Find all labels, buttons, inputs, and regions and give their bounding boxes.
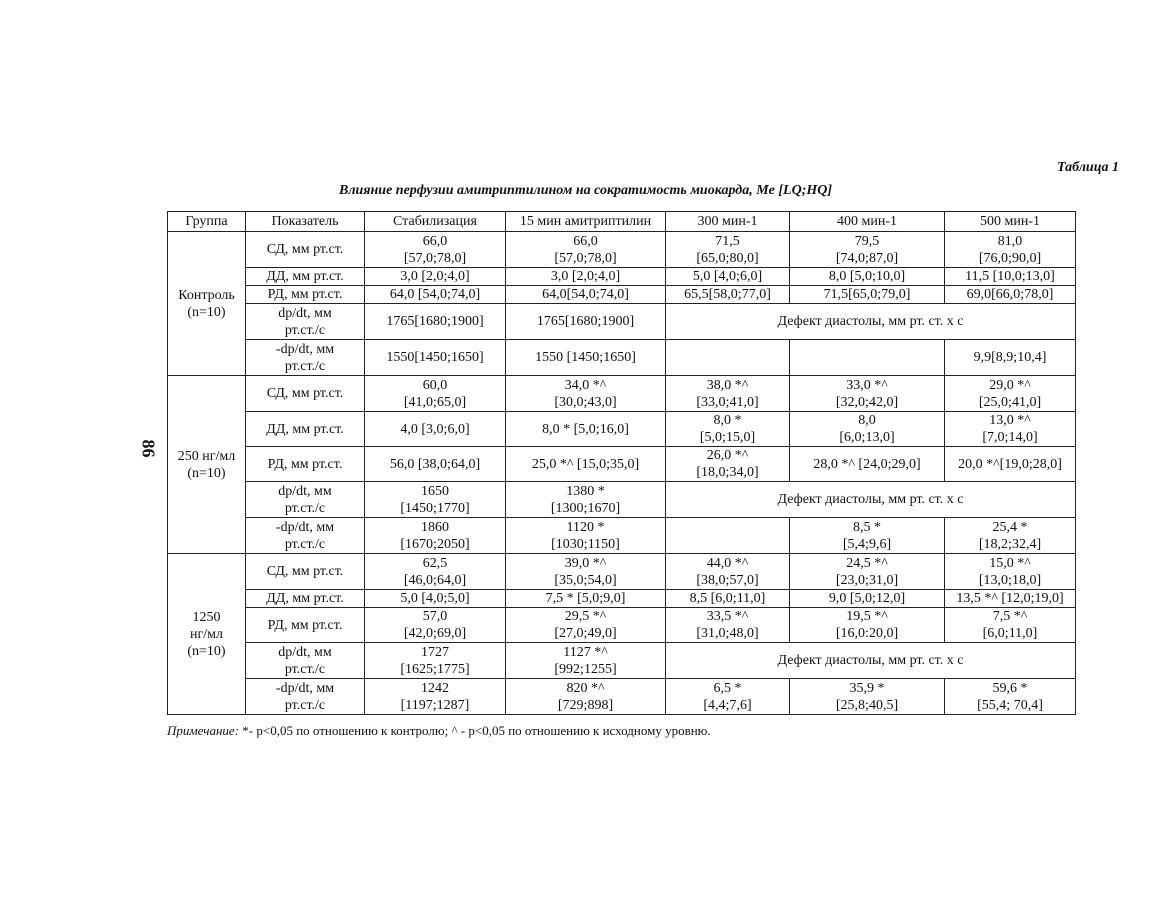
cell-line: [992;1255]: [554, 661, 617, 677]
group-cell: [168, 376, 246, 554]
cell-line: СД, мм рт.ст.: [266, 386, 344, 401]
cell-line: 26,0 *^: [706, 448, 749, 463]
cell-line: [6,0;11,0]: [982, 626, 1038, 641]
cell-line: ДД, мм рт.ст.: [266, 421, 344, 437]
cell-line: [25,0;41,0]: [978, 394, 1042, 410]
table-row: [168, 554, 1076, 590]
cell-line: рт.ст./с: [284, 697, 326, 713]
cell-line: 7,5 *^: [992, 609, 1028, 624]
cell-line: 71,5[65,0;79,0]: [823, 287, 911, 302]
cell-line: 44,0 *^: [706, 555, 749, 571]
value-cell: [790, 679, 945, 715]
value-cell: [790, 447, 945, 482]
value-cell: [365, 376, 506, 412]
value-cell: [365, 643, 506, 679]
parameter-cell: [246, 518, 365, 554]
cell-line: 24,5 *^: [846, 555, 888, 571]
value-cell: [506, 286, 666, 304]
cell-line: 7,5 * [5,0;9,0]: [545, 591, 626, 606]
value-cell: [666, 286, 790, 304]
value-cell: [506, 412, 666, 447]
cell-line: [5,4;9,6]: [842, 536, 892, 552]
cell-line: 1550 [1450;1650]: [535, 350, 636, 365]
value-cell: [506, 590, 666, 608]
cell-line: [76,0;90,0]: [978, 250, 1042, 266]
cell-line: ДД, мм рт.ст.: [266, 269, 344, 284]
table-row: [168, 518, 1076, 554]
cell-line: [4,4;7,6]: [703, 697, 752, 713]
parameter-cell: [246, 376, 365, 412]
cell-line: dp/dt, мм: [278, 305, 332, 321]
cell-line: 1127 *^: [563, 644, 608, 660]
cell-line: [57,0;78,0]: [554, 250, 617, 266]
cell-line: [5,0;15,0]: [699, 430, 756, 445]
cell-line: [16,0:20,0]: [835, 626, 899, 641]
table-row: [168, 286, 1076, 304]
value-cell: [506, 340, 666, 376]
cell-line: 1727: [421, 644, 449, 660]
cell-line: 5,0 [4,0;6,0]: [692, 269, 763, 284]
cell-line: 34,0 *^: [564, 377, 607, 393]
cell-line: 15,0 *^: [989, 555, 1031, 571]
cell-line: -dp/dt, мм: [275, 519, 335, 535]
cell-line: 4,0 [3,0;6,0]: [400, 421, 470, 437]
cell-line: [41,0;65,0]: [403, 394, 467, 410]
value-cell: [365, 268, 506, 286]
cell-line: 33,5 *^: [706, 609, 749, 624]
column-header: 300 мин-1: [666, 212, 790, 232]
value-cell: [666, 554, 790, 590]
cell-line: [13,0;18,0]: [978, 572, 1042, 588]
cell-line: 79,5: [854, 233, 880, 249]
cell-line: 60,0: [422, 377, 448, 393]
cell-line: рт.ст./с: [284, 322, 326, 338]
value-cell: [365, 232, 506, 268]
column-header: Показатель: [246, 212, 365, 232]
cell-line: 39,0 *^: [564, 555, 607, 571]
value-cell: [945, 268, 1076, 286]
cell-line: 11,5 [10,0;13,0]: [965, 269, 1055, 284]
cell-line: 8,0: [858, 413, 876, 428]
value-cell: [506, 679, 666, 715]
table-row: [168, 268, 1076, 286]
cell-line: 3,0 [2,0;4,0]: [400, 269, 470, 284]
cell-line: dp/dt, мм: [278, 644, 332, 660]
cell-line: 13,0 *^: [989, 413, 1031, 428]
cell-line: 81,0: [997, 233, 1023, 249]
parameter-cell: [246, 232, 365, 268]
parameter-cell: [246, 304, 365, 340]
cell-line: [27,0;49,0]: [554, 626, 617, 641]
parameter-cell: [246, 643, 365, 679]
cell-line: [1450;1770]: [400, 500, 470, 516]
cell-line: 13,5 *^ [12,0;19,0]: [956, 591, 1064, 606]
cell-line: СД, мм рт.ст.: [266, 564, 344, 579]
data-table: [167, 211, 1076, 715]
value-cell: [506, 518, 666, 554]
value-cell: [666, 412, 790, 447]
cell-line: [65,0;80,0]: [696, 250, 759, 266]
table-row: [168, 376, 1076, 412]
value-cell: [790, 376, 945, 412]
cell-line: Контроль: [178, 287, 235, 303]
cell-line: рт.ст./с: [284, 661, 326, 677]
parameter-cell: [246, 268, 365, 286]
cell-line: РД, мм рт.ст.: [267, 287, 343, 302]
value-cell: [365, 447, 506, 482]
value-cell: [365, 554, 506, 590]
cell-line: 28,0 *^ [24,0;29,0]: [813, 456, 921, 472]
value-cell: [365, 304, 506, 340]
value-cell: [506, 447, 666, 482]
value-cell: [365, 340, 506, 376]
cell-line: рт.ст./с: [284, 500, 326, 516]
value-cell: [790, 340, 945, 376]
cell-line: 64,0[54,0;74,0]: [542, 287, 629, 302]
cell-line: [1670;2050]: [400, 536, 470, 552]
cell-line: 65,5[58,0;77,0]: [684, 287, 771, 302]
cell-line: 25,4 *: [992, 519, 1028, 535]
value-cell: [365, 590, 506, 608]
cell-line: [33,0;41,0]: [696, 394, 759, 410]
value-cell: [790, 554, 945, 590]
value-cell: [506, 232, 666, 268]
cell-line: 69,0[66,0;78,0]: [966, 287, 1054, 302]
cell-line: [7,0;14,0]: [982, 430, 1038, 445]
cell-line: -dp/dt, мм: [275, 341, 335, 357]
cell-line: 5,0 [4,0;5,0]: [400, 591, 470, 606]
cell-line: [1030;1150]: [551, 536, 620, 552]
cell-line: 1550[1450;1650]: [386, 350, 484, 365]
cell-line: [18,0;34,0]: [696, 465, 759, 480]
cell-line: рт.ст./с: [284, 358, 326, 374]
value-cell: [666, 376, 790, 412]
table-row: [168, 447, 1076, 482]
note-text: *- p<0,05 по отношению к контролю; ^ - p<0,05 по отношению к исходному уровню.: [239, 723, 711, 738]
value-cell: [790, 268, 945, 286]
value-cell: [506, 554, 666, 590]
cell-line: 8,0 [5,0;10,0]: [828, 269, 906, 284]
cell-line: СД, мм рт.ст.: [266, 242, 344, 257]
cell-line: нг/мл: [190, 626, 223, 642]
table-note: [167, 723, 711, 739]
table-row: [168, 608, 1076, 643]
diastole-defect-cell: Дефект диастолы, мм рт. ст. х с: [666, 304, 1076, 340]
cell-line: [1625;1775]: [400, 661, 470, 677]
value-cell: [666, 232, 790, 268]
value-cell: [945, 447, 1076, 482]
column-header: Стабилизация: [365, 212, 506, 232]
column-header: 400 мин-1: [790, 212, 945, 232]
value-cell: [666, 608, 790, 643]
value-cell: [365, 518, 506, 554]
cell-line: [729;898]: [557, 697, 614, 713]
group-cell: [168, 232, 246, 376]
cell-line: 3,0 [2,0;4,0]: [550, 269, 621, 284]
cell-line: 38,0 *^: [706, 377, 749, 393]
value-cell: [666, 447, 790, 482]
value-cell: [506, 608, 666, 643]
page-number: 86: [138, 439, 159, 458]
value-cell: [945, 412, 1076, 447]
column-header: 500 мин-1: [945, 212, 1076, 232]
value-cell: [365, 412, 506, 447]
cell-line: 29,0 *^: [989, 377, 1031, 393]
parameter-cell: [246, 340, 365, 376]
value-cell: [365, 286, 506, 304]
table-row: [168, 304, 1076, 340]
value-cell: [945, 554, 1076, 590]
parameter-cell: [246, 554, 365, 590]
value-cell: [666, 518, 790, 554]
cell-line: dp/dt, мм: [278, 483, 332, 499]
cell-line: 1860: [421, 519, 449, 535]
cell-line: РД, мм рт.ст.: [267, 456, 343, 472]
table-row: [168, 482, 1076, 518]
table-title: Влияние перфузии амитриптилином на сократимость миокарда, Me [LQ;HQ]: [338, 183, 833, 198]
value-cell: [666, 590, 790, 608]
value-cell: [790, 412, 945, 447]
value-cell: [666, 268, 790, 286]
cell-line: [6,0;13,0]: [839, 430, 895, 445]
cell-line: 8,0 *: [713, 413, 742, 428]
cell-line: 59,6 *: [992, 680, 1028, 696]
value-cell: [790, 286, 945, 304]
cell-line: 25,0 *^ [15,0;35,0]: [531, 456, 640, 472]
value-cell: [945, 679, 1076, 715]
value-cell: [945, 608, 1076, 643]
cell-line: 66,0: [422, 233, 448, 249]
header-row: [168, 212, 1076, 232]
cell-line: 8,0 * [5,0;16,0]: [542, 421, 629, 437]
cell-line: [38,0;57,0]: [696, 572, 759, 588]
value-cell: [945, 286, 1076, 304]
cell-line: 8,5 [6,0;11,0]: [689, 591, 766, 606]
value-cell: [945, 518, 1076, 554]
cell-line: РД, мм рт.ст.: [267, 617, 343, 633]
parameter-cell: [246, 447, 365, 482]
cell-line: 1650: [421, 483, 449, 499]
parameter-cell: [246, 412, 365, 447]
table-row: [168, 340, 1076, 376]
value-cell: [365, 608, 506, 643]
cell-line: [32,0;42,0]: [835, 394, 899, 410]
value-cell: [666, 340, 790, 376]
note-label: Примечание:: [167, 723, 240, 738]
column-header: Группа: [168, 212, 246, 232]
table-row: [168, 232, 1076, 268]
cell-line: 1765[1680;1900]: [536, 314, 635, 329]
cell-line: 1242: [421, 680, 449, 696]
cell-line: [42,0;69,0]: [403, 626, 467, 641]
cell-line: 1765[1680;1900]: [386, 314, 484, 329]
value-cell: [790, 608, 945, 643]
cell-line: [74,0;87,0]: [835, 250, 899, 266]
table-row: [168, 679, 1076, 715]
cell-line: [35,0;54,0]: [554, 572, 617, 588]
value-cell: [506, 304, 666, 340]
parameter-cell: [246, 286, 365, 304]
cell-line: 62,5: [422, 555, 448, 571]
value-cell: [666, 679, 790, 715]
parameter-cell: [246, 590, 365, 608]
group-cell: [168, 554, 246, 715]
cell-line: [25,8;40,5]: [835, 697, 899, 713]
cell-line: [1300;1670]: [550, 500, 621, 516]
cell-line: [23,0;31,0]: [835, 572, 899, 588]
cell-line: рт.ст./с: [284, 536, 326, 552]
value-cell: [365, 482, 506, 518]
cell-line: 56,0 [38,0;64,0]: [389, 456, 481, 472]
cell-line: 8,5 *: [853, 519, 881, 535]
cell-line: 66,0: [573, 233, 598, 249]
cell-line: [57,0;78,0]: [403, 250, 467, 266]
cell-line: (n=10): [187, 643, 226, 659]
cell-line: [46,0;64,0]: [403, 572, 467, 588]
cell-line: [55,4; 70,4]: [977, 697, 1043, 713]
cell-line: 9,9[8,9;10,4]: [973, 350, 1047, 365]
diastole-defect-cell: Дефект диастолы, мм рт. ст. х с: [666, 482, 1076, 518]
cell-line: ДД, мм рт.ст.: [266, 591, 344, 606]
cell-line: 33,0 *^: [846, 377, 888, 393]
parameter-cell: [246, 482, 365, 518]
cell-line: 57,0: [422, 609, 448, 624]
cell-line: 250 нг/мл: [177, 448, 236, 464]
value-cell: [945, 232, 1076, 268]
cell-line: [30,0;43,0]: [554, 394, 617, 410]
cell-line: 19,5 *^: [846, 609, 888, 624]
parameter-cell: [246, 679, 365, 715]
value-cell: [790, 590, 945, 608]
value-cell: [945, 376, 1076, 412]
cell-line: 6,5 *: [713, 680, 742, 696]
parameter-cell: [246, 608, 365, 643]
table-row: [168, 412, 1076, 447]
cell-line: 1250: [192, 609, 221, 625]
cell-line: 71,5: [715, 233, 740, 249]
diastole-defect-cell: Дефект диастолы, мм рт. ст. х с: [666, 643, 1076, 679]
column-header: 15 мин амитриптилин: [506, 212, 666, 232]
cell-line: 1380 *: [566, 483, 605, 499]
cell-line: 1120 *: [566, 519, 605, 535]
cell-line: [1197;1287]: [400, 697, 470, 713]
table-label: Таблица 1: [1057, 160, 1119, 175]
value-cell: [506, 643, 666, 679]
value-cell: [945, 340, 1076, 376]
cell-line: [18,2;32,4]: [978, 536, 1042, 552]
value-cell: [506, 268, 666, 286]
cell-line: 35,9 *: [849, 680, 885, 696]
cell-line: -dp/dt, мм: [275, 680, 335, 696]
value-cell: [945, 590, 1076, 608]
cell-line: (n=10): [187, 304, 226, 320]
value-cell: [506, 482, 666, 518]
cell-line: 20,0 *^[19,0;28,0]: [958, 456, 1062, 472]
cell-line: (n=10): [187, 465, 226, 481]
cell-line: [31,0;48,0]: [696, 626, 759, 641]
value-cell: [506, 376, 666, 412]
cell-line: 29,5 *^: [564, 609, 607, 624]
cell-line: 64,0 [54,0;74,0]: [389, 287, 481, 302]
table-row: [168, 643, 1076, 679]
value-cell: [790, 518, 945, 554]
cell-line: 820 *^: [566, 680, 605, 696]
value-cell: [790, 232, 945, 268]
cell-line: 9,0 [5,0;12,0]: [828, 591, 906, 606]
value-cell: [365, 679, 506, 715]
table-row: [168, 590, 1076, 608]
